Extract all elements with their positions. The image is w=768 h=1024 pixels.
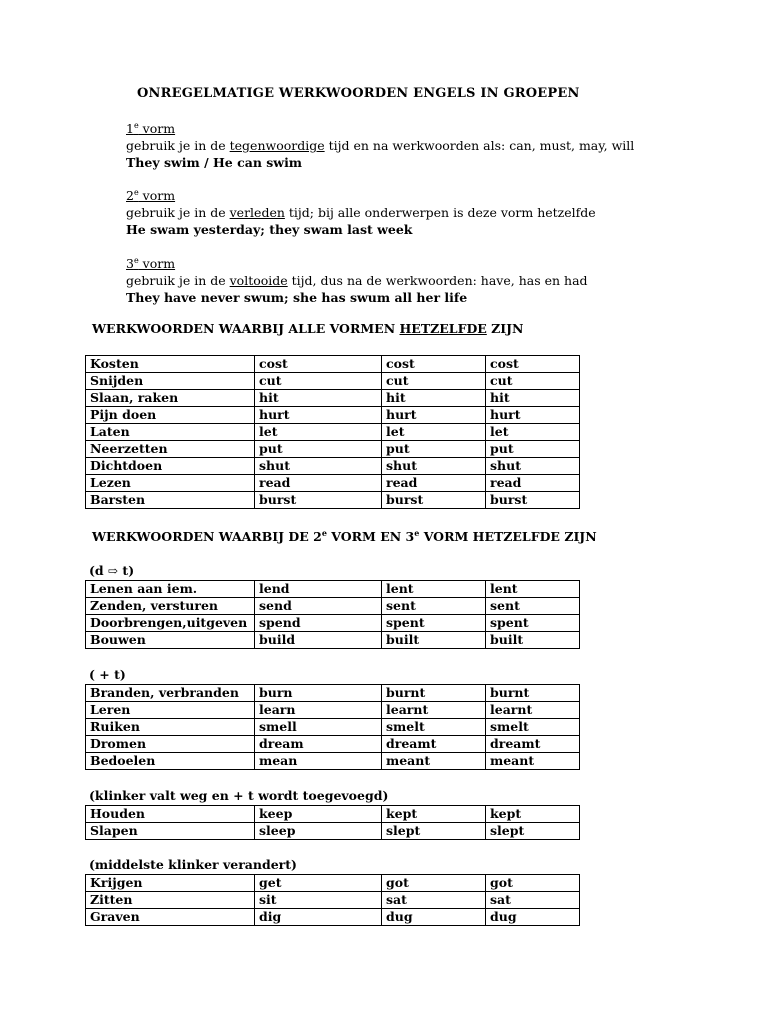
form-3-cell: built (486, 632, 580, 649)
form-3-block (126, 255, 588, 306)
form-1-cell: sit (255, 892, 382, 909)
form-1-cell: burst (255, 492, 382, 509)
dutch-verb-cell: Bouwen (86, 632, 255, 649)
dutch-verb-cell: Krijgen (86, 875, 255, 892)
dutch-verb-cell: Bedoelen (86, 753, 255, 770)
form-3-cell: dreamt (486, 736, 580, 753)
form-2-cell: got (382, 875, 486, 892)
group-3-label: (klinker valt weg en + t wordt toegevoegd) (89, 788, 389, 803)
form-1-cell: spend (255, 615, 382, 632)
form-2-description: gebruik je in de verleden tijd; bij alle onderwerpen is deze vorm hetzelfde (126, 205, 596, 220)
table-row (86, 909, 580, 926)
form-3-cell: learnt (486, 702, 580, 719)
table-row (86, 806, 580, 823)
form-3-example: They have never swum; she has swum all her life (126, 290, 468, 305)
form-2-cell: dug (382, 909, 486, 926)
dutch-verb-cell: Leren (86, 702, 255, 719)
form-1-cell: learn (255, 702, 382, 719)
form-3-cell: kept (486, 806, 580, 823)
dutch-verb-cell: Kosten (86, 356, 255, 373)
form-3-cell: burnt (486, 685, 580, 702)
dutch-verb-cell: Doorbrengen,uitgeven (86, 615, 255, 632)
form-3-cell: sent (486, 598, 580, 615)
table-row (86, 373, 580, 390)
dutch-verb-cell: Barsten (86, 492, 255, 509)
form-3-cell: spent (486, 615, 580, 632)
table-row (86, 823, 580, 840)
table-row (86, 685, 580, 702)
form-2-cell: shut (382, 458, 486, 475)
table-row (86, 892, 580, 909)
form-3-cell: lent (486, 581, 580, 598)
form-2-cell: lent (382, 581, 486, 598)
form-1-cell: smell (255, 719, 382, 736)
form-3-cell: cost (486, 356, 580, 373)
form-3-cell: smelt (486, 719, 580, 736)
dutch-verb-cell: Dromen (86, 736, 255, 753)
form-2-cell: let (382, 424, 486, 441)
form-2-cell: read (382, 475, 486, 492)
form-2-example: He swam yesterday; they swam last week (126, 222, 413, 237)
form-2-cell: spent (382, 615, 486, 632)
form-2-cell: meant (382, 753, 486, 770)
table-group-2 (85, 684, 580, 770)
table-row (86, 492, 580, 509)
table-row (86, 702, 580, 719)
form-2-cell: sent (382, 598, 486, 615)
table-group-4 (85, 874, 580, 926)
section-1-heading: WERKWOORDEN WAARBIJ ALLE VORMEN HETZELFDE ZIJN (92, 321, 524, 336)
table-row (86, 632, 580, 649)
form-1-cell: mean (255, 753, 382, 770)
form-1-cell: burn (255, 685, 382, 702)
form-2-block (126, 187, 596, 238)
form-1-cell: sleep (255, 823, 382, 840)
form-1-cell: dig (255, 909, 382, 926)
dutch-verb-cell: Branden, verbranden (86, 685, 255, 702)
form-1-cell: cost (255, 356, 382, 373)
table-row (86, 736, 580, 753)
form-3-description: gebruik je in de voltooide tijd, dus na de werkwoorden: have, has en had (126, 273, 588, 288)
table-row (86, 441, 580, 458)
form-1-cell: put (255, 441, 382, 458)
form-3-cell: hurt (486, 407, 580, 424)
form-3-cell: read (486, 475, 580, 492)
form-2-cell: cost (382, 356, 486, 373)
table-row (86, 875, 580, 892)
arrow-right-icon: ⇨ (108, 564, 119, 578)
form-2-cell: built (382, 632, 486, 649)
form-3-cell: slept (486, 823, 580, 840)
section-2-heading: WERKWOORDEN WAARBIJ DE 2e VORM EN 3e VORM HETZELFDE ZIJN (92, 527, 597, 544)
form-3-cell: shut (486, 458, 580, 475)
form-3-cell: got (486, 875, 580, 892)
form-3-cell: let (486, 424, 580, 441)
form-1-cell: hit (255, 390, 382, 407)
dutch-verb-cell: Laten (86, 424, 255, 441)
form-1-cell: dream (255, 736, 382, 753)
table-row (86, 458, 580, 475)
dutch-verb-cell: Neerzetten (86, 441, 255, 458)
form-3-cell: dug (486, 909, 580, 926)
group-4-label: (middelste klinker verandert) (89, 857, 297, 872)
form-2-cell: kept (382, 806, 486, 823)
form-1-cell: let (255, 424, 382, 441)
form-2-cell: slept (382, 823, 486, 840)
table-all-forms-same (85, 355, 580, 509)
table-row (86, 753, 580, 770)
form-1-cell: cut (255, 373, 382, 390)
form-3-cell: burst (486, 492, 580, 509)
table-group-3 (85, 805, 580, 840)
form-1-label: 1e vorm (126, 120, 176, 136)
table-row (86, 407, 580, 424)
dutch-verb-cell: Pijn doen (86, 407, 255, 424)
form-1-description: gebruik je in de tegenwoordige tijd en na werkwoorden als: can, must, may, will (126, 138, 635, 153)
form-3-cell: hit (486, 390, 580, 407)
form-1-example: They swim / He can swim (126, 155, 303, 170)
dutch-verb-cell: Dichtdoen (86, 458, 255, 475)
table-row (86, 598, 580, 615)
table-row (86, 390, 580, 407)
form-1-cell: hurt (255, 407, 382, 424)
form-1-cell: read (255, 475, 382, 492)
dutch-verb-cell: Lenen aan iem. (86, 581, 255, 598)
form-1-cell: build (255, 632, 382, 649)
group-2-label: ( + t) (89, 667, 126, 682)
table-group-1 (85, 580, 580, 649)
form-1-cell: lend (255, 581, 382, 598)
table-row (86, 719, 580, 736)
document-title: ONREGELMATIGE WERKWOORDEN ENGELS IN GROEPEN (137, 86, 580, 101)
table-row (86, 424, 580, 441)
table-row (86, 581, 580, 598)
table-row (86, 475, 580, 492)
form-2-cell: sat (382, 892, 486, 909)
form-2-label: 2e vorm (126, 187, 176, 203)
table-row (86, 356, 580, 373)
form-1-cell: keep (255, 806, 382, 823)
form-3-cell: sat (486, 892, 580, 909)
form-3-label: 3e vorm (126, 255, 176, 271)
form-2-cell: dreamt (382, 736, 486, 753)
dutch-verb-cell: Snijden (86, 373, 255, 390)
dutch-verb-cell: Zitten (86, 892, 255, 909)
dutch-verb-cell: Slaan, raken (86, 390, 255, 407)
form-3-cell: put (486, 441, 580, 458)
form-1-block (126, 120, 634, 171)
form-2-cell: cut (382, 373, 486, 390)
form-1-cell: get (255, 875, 382, 892)
form-2-cell: burst (382, 492, 486, 509)
dutch-verb-cell: Ruiken (86, 719, 255, 736)
group-1-label: (d ⇨ t) (89, 563, 135, 578)
form-3-cell: cut (486, 373, 580, 390)
dutch-verb-cell: Houden (86, 806, 255, 823)
form-2-cell: learnt (382, 702, 486, 719)
dutch-verb-cell: Lezen (86, 475, 255, 492)
form-1-cell: send (255, 598, 382, 615)
form-2-cell: hurt (382, 407, 486, 424)
form-2-cell: smelt (382, 719, 486, 736)
dutch-verb-cell: Zenden, versturen (86, 598, 255, 615)
form-1-cell: shut (255, 458, 382, 475)
form-2-cell: hit (382, 390, 486, 407)
form-2-cell: put (382, 441, 486, 458)
table-row (86, 615, 580, 632)
dutch-verb-cell: Graven (86, 909, 255, 926)
dutch-verb-cell: Slapen (86, 823, 255, 840)
form-2-cell: burnt (382, 685, 486, 702)
form-3-cell: meant (486, 753, 580, 770)
